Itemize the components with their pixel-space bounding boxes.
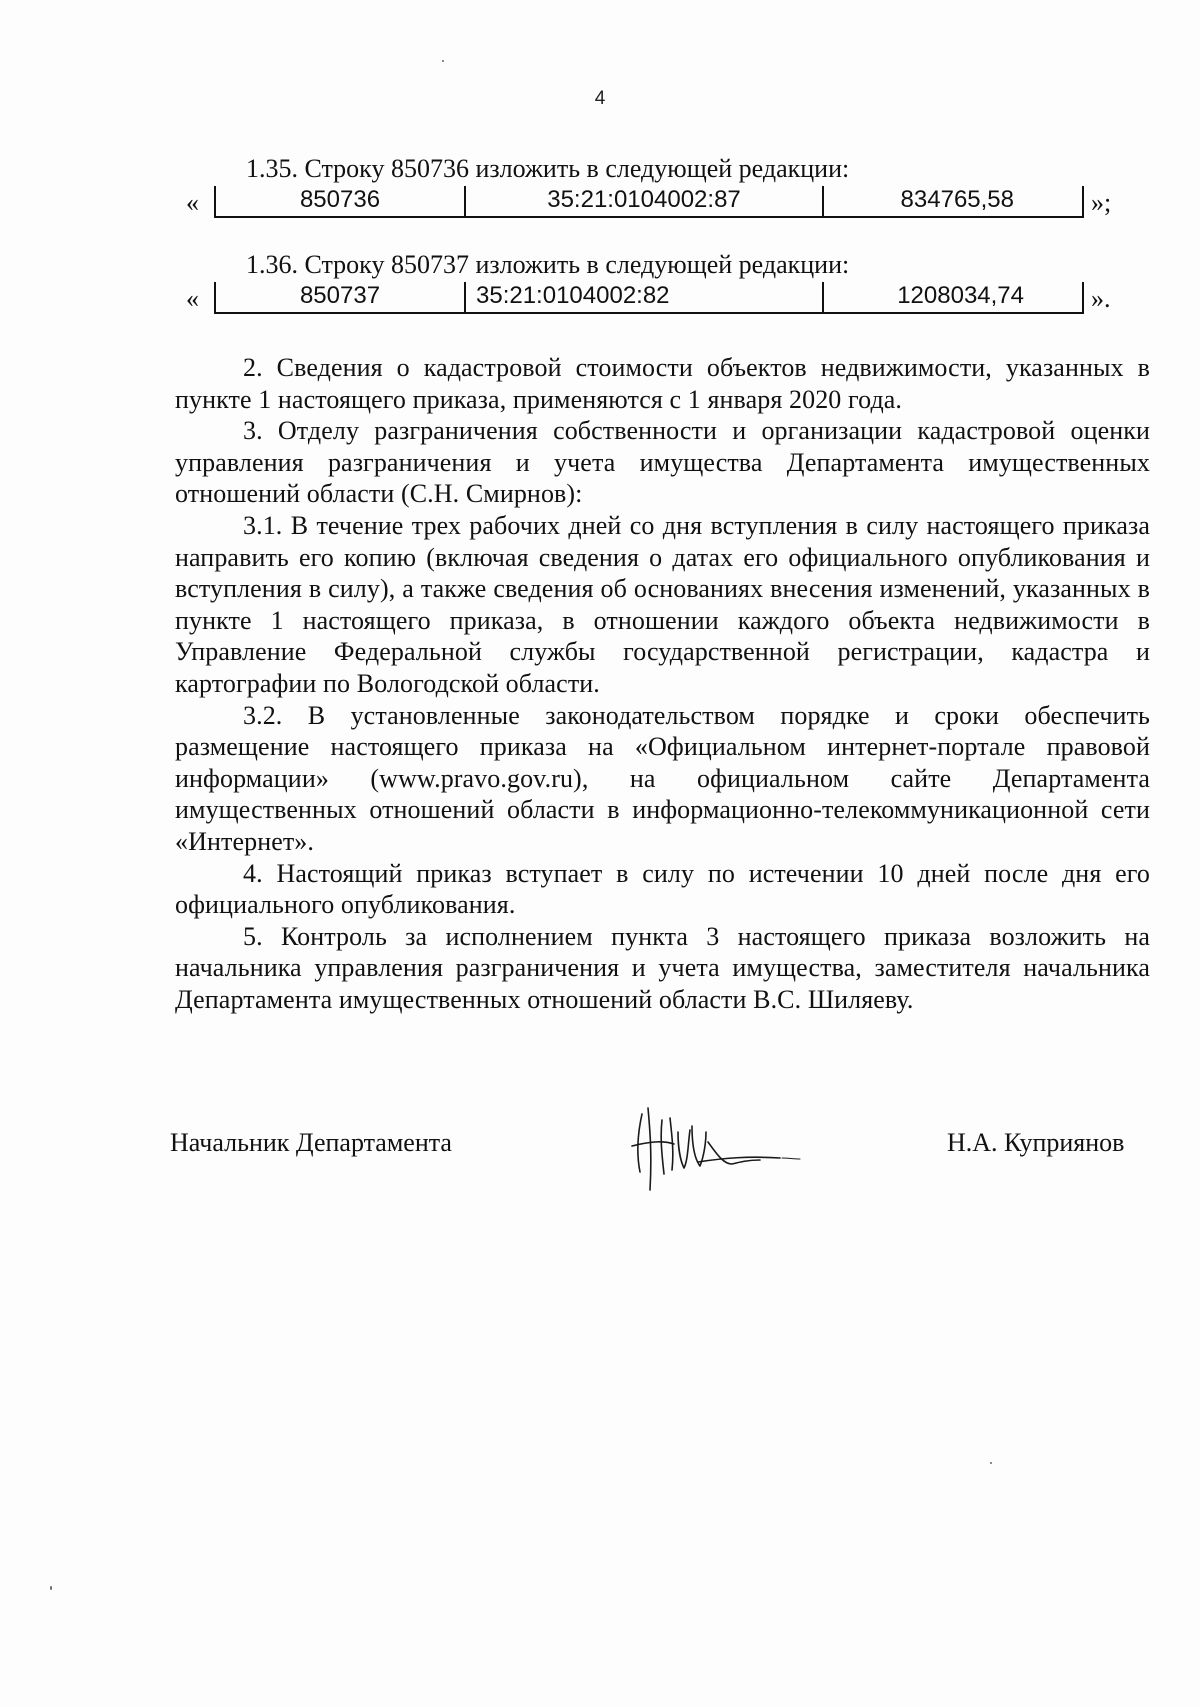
amendment-intro-1-35: 1.35. Строку 850736 изложить в следующей редакции: — [246, 154, 850, 183]
paragraph-3-2: 3.2. В установленные законодательством порядке и сроки обеспечить размещение настоящего приказа на «Официальном интернет-портале правовой информации» (www.pravo.gov.ru), на официальном сайте Департамента имущественных отношений области в информационно-телекоммуникационной сети «Интернет». — [175, 700, 1150, 856]
paragraph-3: 3. Отделу разграничения собственности и организации кадастровой оценки управления разграничения и учета имущества Департамента имущественных отношений области (С.Н. Смирнов): — [175, 416, 1150, 509]
signatory-name: Н.А. Куприянов — [947, 1128, 1125, 1157]
paragraph-3-1: 3.1. В течение трех рабочих дней со дня вступления в силу настоящего приказа направить его копию (включая сведения о датах его официального опубликования и вступления в силу), а также сведения об основаниях внесения изменений, указанных в пункте 1 настоящего приказа, в отношении каждого объекта недвижимости в Управление Федеральной службы государственной регистрации, кадастра и картографии по Вологодской области. — [175, 510, 1150, 698]
paragraph-5: 5. Контроль за исполнением пункта 3 настоящего приказа возложить на начальника управления разграничения и учета имущества, заместителя начальника Департамента имущественных отношений области В.С. Шиляеву. — [175, 921, 1150, 1014]
amendment-row-1-35 — [186, 186, 1146, 220]
amendment-table-1-35 — [214, 186, 1084, 218]
order-body-text — [175, 352, 1150, 1015]
close-quote: ». — [1091, 284, 1111, 313]
scan-speck — [50, 1586, 52, 1590]
open-quote: « — [186, 188, 199, 217]
page-number: 4 — [594, 88, 606, 109]
paragraph-2: 2. Сведения о кадастровой стоимости объектов недвижимости, указанных в пункте 1 настоящего приказа, применяются с 1 января 2020 года. — [175, 353, 1150, 414]
amendment-table-1-36 — [214, 282, 1084, 314]
row-number-cell: 850737 — [216, 282, 466, 312]
row-number-cell: 850736 — [216, 186, 466, 216]
cadastral-number-cell: 35:21:0104002:87 — [466, 186, 824, 216]
handwritten-signature — [628, 1102, 808, 1192]
paragraph-4: 4. Настоящий приказ вступает в силу по истечении 10 дней после дня его официального опубликования. — [175, 858, 1150, 920]
signatory-position: Начальник Департамента — [170, 1128, 452, 1157]
cadastral-value-cell: 1208034,74 — [897, 282, 1024, 309]
close-quote: »; — [1091, 188, 1112, 217]
amendment-row-1-36 — [186, 282, 1146, 316]
scan-speck — [990, 1462, 992, 1464]
open-quote: « — [186, 284, 199, 313]
amendment-intro-1-36: 1.36. Строку 850737 изложить в следующей редакции: — [246, 250, 850, 279]
scan-speck — [442, 60, 444, 62]
cadastral-value-cell: 834765,58 — [900, 186, 1014, 213]
cadastral-number-cell: 35:21:0104002:82 — [466, 282, 824, 312]
